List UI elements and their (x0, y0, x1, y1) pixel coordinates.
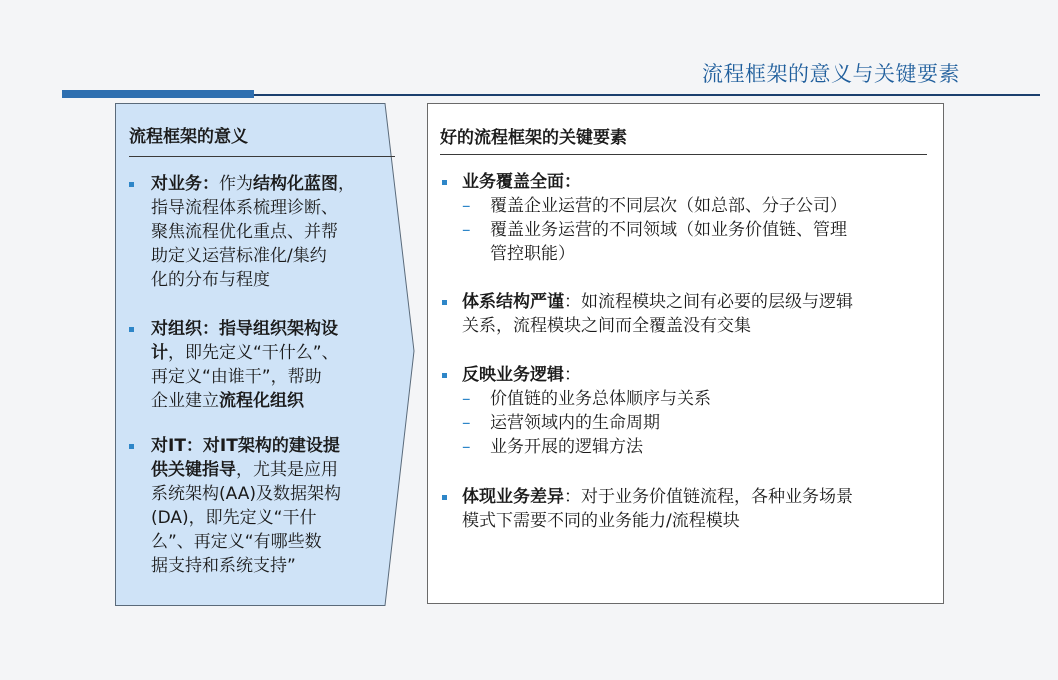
bullet-line (129, 554, 341, 578)
text-run: (DA)，即先定义“干什 (151, 508, 317, 528)
bullet-square-icon (129, 182, 134, 187)
text-run: ： (564, 172, 581, 192)
bullet-square-icon (442, 373, 447, 378)
text-run: 助定义运营标准化/集约 (151, 246, 327, 266)
text-run: 对IT：对IT架构的建设提 (151, 436, 340, 456)
text-run: 业务覆盖全面 (462, 172, 564, 192)
bullet-line (129, 506, 341, 530)
bullet-line (442, 363, 581, 387)
text-run: 对业务： (151, 174, 219, 194)
right-bullet-item (442, 363, 711, 457)
sub-bullet-line: 价值链的业务总体顺序与关系 (490, 389, 711, 409)
sub-bullet-item (462, 387, 932, 411)
bullet-square-icon (442, 180, 447, 185)
text-run: 聚焦流程优化重点、并帮 (151, 222, 338, 242)
sub-bullet-text (490, 194, 847, 218)
sub-bullet-line: 管控职能） (490, 244, 575, 264)
bullet-square-icon (442, 495, 447, 500)
dash-bullet-icon: – (462, 196, 471, 216)
bullet-line (129, 389, 339, 413)
text-run: 结构化蓝图 (253, 174, 338, 194)
sub-bullet-line: 覆盖企业运营的不同层次（如总部、分子公司） (490, 196, 847, 216)
sub-bullet-line: 业务开展的逻辑方法 (490, 437, 643, 457)
bullet-line (129, 482, 341, 506)
title-accent-bar (62, 90, 254, 98)
text-run: 么”、再定义“有哪些数 (151, 532, 322, 552)
bullet-line (129, 317, 339, 341)
text-run: 体现业务差异 (462, 487, 564, 507)
left-bullet-item (129, 172, 355, 292)
text-run: 对组织：指导组织架构设 (151, 319, 338, 339)
right-panel-divider (440, 154, 927, 155)
text-run: 关系，流程模块之间而全覆盖没有交集 (462, 316, 751, 336)
left-bullet-item (129, 434, 341, 578)
sub-bullet-line: 运营领域内的生命周期 (490, 413, 660, 433)
dash-bullet-icon: – (462, 220, 471, 240)
bullet-square-icon (129, 327, 134, 332)
sub-bullet-item (462, 435, 932, 459)
right-panel (427, 103, 944, 604)
sub-bullet-text (490, 435, 643, 459)
text-run: ，即先定义“干什么”、 (168, 343, 339, 363)
left-panel-divider (129, 156, 395, 157)
text-run: 供关键指导 (151, 460, 236, 480)
bullet-line (129, 172, 355, 196)
right-bullet-item (442, 485, 853, 533)
text-run: ，尤其是应用 (236, 460, 338, 480)
sub-bullet-text (490, 411, 660, 435)
dash-bullet-icon: – (462, 437, 471, 457)
bullet-line (129, 220, 355, 244)
bullet-line (129, 196, 355, 220)
bullet-line (442, 170, 581, 194)
text-run: 作为 (219, 174, 253, 194)
text-run: 模式下需要不同的业务能力/流程模块 (462, 511, 740, 531)
text-run: 体系结构严谨 (462, 292, 564, 312)
sub-bullet-item (462, 194, 932, 218)
right-bullet-item (442, 170, 847, 264)
text-run: 化的分布与程度 (151, 270, 270, 290)
bullet-line (442, 485, 853, 509)
text-run: 指导流程体系梳理诊断、 (151, 198, 338, 218)
bullet-line (129, 341, 339, 365)
bullet-line (442, 314, 853, 338)
slide-title: 流程框架的意义与关键要素 (702, 62, 960, 86)
text-run: 流程化组织 (219, 391, 304, 411)
left-bullet-item (129, 317, 339, 413)
bullet-line (129, 365, 339, 389)
text-run: 企业建立 (151, 391, 219, 411)
title-rule (254, 94, 1040, 96)
bullet-line (442, 509, 853, 533)
right-panel-heading: 好的流程框架的关键要素 (440, 128, 627, 148)
bullet-line (442, 290, 853, 314)
text-run: ， (338, 174, 355, 194)
dash-bullet-icon: – (462, 389, 471, 409)
sub-bullet-item (462, 218, 932, 266)
dash-bullet-icon: – (462, 413, 471, 433)
text-run: ： (564, 365, 581, 385)
text-run: ：对于业务价值链流程，各种业务场景 (564, 487, 853, 507)
bullet-line (129, 434, 341, 458)
bullet-line (129, 244, 355, 268)
text-run: 计 (151, 343, 168, 363)
bullet-line (129, 530, 341, 554)
bullet-line (129, 268, 355, 292)
text-run: ：如流程模块之间有必要的层级与逻辑 (564, 292, 853, 312)
sub-bullet-item (462, 411, 932, 435)
text-run: 再定义“由谁干”，帮助 (151, 367, 322, 387)
sub-bullet-text (490, 387, 711, 411)
text-run: 据支持和系统支持” (151, 556, 296, 576)
bullet-line (129, 458, 341, 482)
text-run: 反映业务逻辑 (462, 365, 564, 385)
bullet-square-icon (442, 300, 447, 305)
bullet-square-icon (129, 444, 134, 449)
text-run: 系统架构(AA)及数据架构 (151, 484, 341, 504)
left-panel-heading: 流程框架的意义 (129, 127, 248, 147)
sub-bullet-text (490, 218, 847, 266)
sub-bullet-line: 覆盖业务运营的不同领域（如业务价值链、管理 (490, 220, 847, 240)
right-bullet-item (442, 290, 853, 338)
